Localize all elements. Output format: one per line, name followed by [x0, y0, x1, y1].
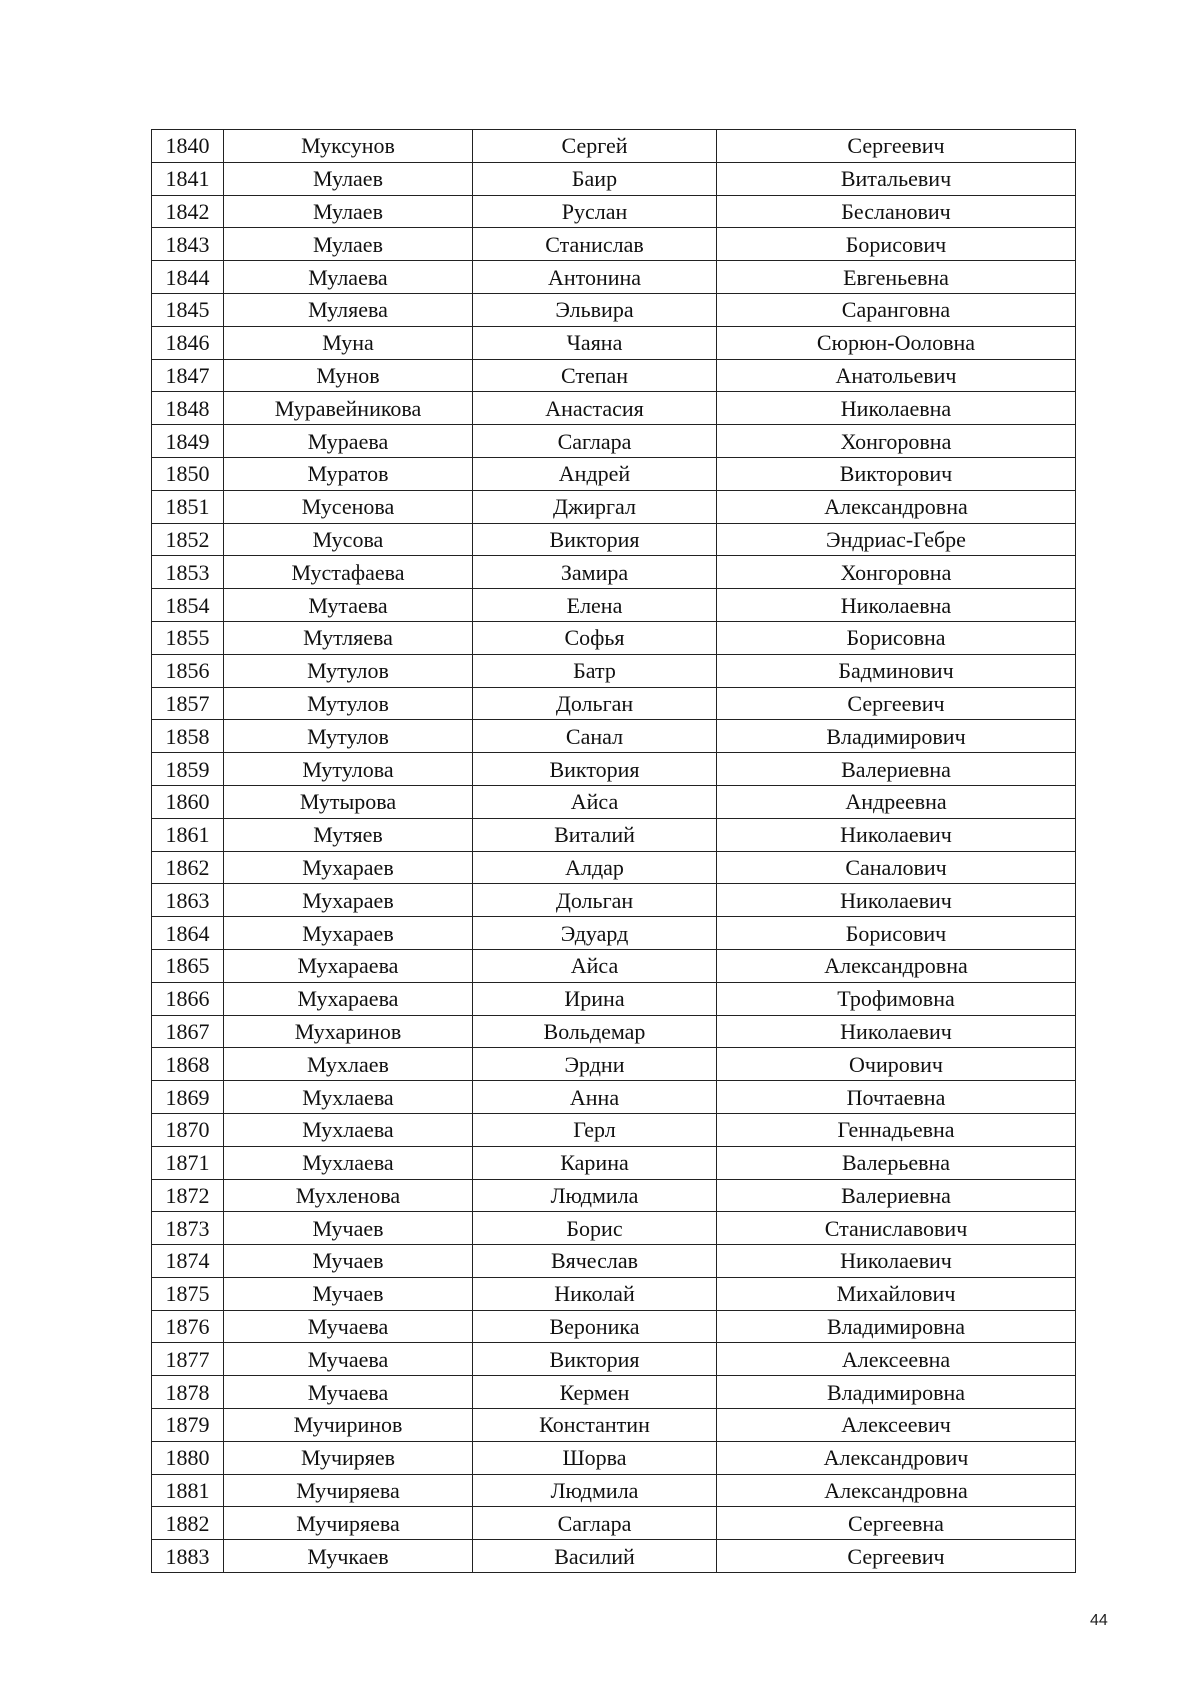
row-number-cell: 1864 — [152, 917, 224, 950]
last-name-cell: Мутулов — [224, 654, 473, 687]
patronymic-cell: Александровна — [717, 949, 1076, 982]
first-name-cell: Дольган — [473, 687, 717, 720]
patronymic-cell: Николаевна — [717, 589, 1076, 622]
first-name-cell: Вольдемар — [473, 1015, 717, 1048]
row-number-cell: 1843 — [152, 228, 224, 261]
first-name-cell: Карина — [473, 1146, 717, 1179]
last-name-cell: Мураева — [224, 425, 473, 458]
patronymic-cell: Сергеевна — [717, 1507, 1076, 1540]
last-name-cell: Мусова — [224, 523, 473, 556]
last-name-cell: Мухаринов — [224, 1015, 473, 1048]
first-name-cell: Константин — [473, 1409, 717, 1442]
row-number-cell: 1878 — [152, 1376, 224, 1409]
row-number-cell: 1854 — [152, 589, 224, 622]
first-name-cell: Сергей — [473, 130, 717, 163]
first-name-cell: Айса — [473, 785, 717, 818]
row-number-cell: 1862 — [152, 851, 224, 884]
table-row — [152, 1245, 1076, 1278]
first-name-cell: Джиргал — [473, 490, 717, 523]
patronymic-cell: Александрович — [717, 1441, 1076, 1474]
row-number-cell: 1865 — [152, 949, 224, 982]
first-name-cell: Санал — [473, 720, 717, 753]
patronymic-cell: Николаевич — [717, 1245, 1076, 1278]
row-number-cell: 1852 — [152, 523, 224, 556]
table-row — [152, 621, 1076, 654]
patronymic-cell: Сергеевич — [717, 1540, 1076, 1573]
row-number-cell: 1866 — [152, 982, 224, 1015]
patronymic-cell: Бесланович — [717, 195, 1076, 228]
row-number-cell: 1858 — [152, 720, 224, 753]
table-row — [152, 326, 1076, 359]
table-row — [152, 1474, 1076, 1507]
table-row — [152, 785, 1076, 818]
row-number-cell: 1853 — [152, 556, 224, 589]
row-number-cell: 1870 — [152, 1113, 224, 1146]
name-list-table-body — [152, 130, 1076, 1573]
patronymic-cell: Трофимовна — [717, 982, 1076, 1015]
patronymic-cell: Эндриас-Гебре — [717, 523, 1076, 556]
table-row — [152, 1540, 1076, 1573]
first-name-cell: Людмила — [473, 1474, 717, 1507]
row-number-cell: 1871 — [152, 1146, 224, 1179]
patronymic-cell: Андреевна — [717, 785, 1076, 818]
first-name-cell: Герл — [473, 1113, 717, 1146]
last-name-cell: Мучаева — [224, 1376, 473, 1409]
patronymic-cell: Саналович — [717, 851, 1076, 884]
table-row — [152, 556, 1076, 589]
name-list-table-container — [151, 129, 1071, 1573]
first-name-cell: Эрдни — [473, 1048, 717, 1081]
patronymic-cell: Евгеньевна — [717, 261, 1076, 294]
last-name-cell: Мухараев — [224, 917, 473, 950]
table-row — [152, 1212, 1076, 1245]
first-name-cell: Антонина — [473, 261, 717, 294]
patronymic-cell: Владимировна — [717, 1376, 1076, 1409]
table-row — [152, 1015, 1076, 1048]
row-number-cell: 1863 — [152, 884, 224, 917]
last-name-cell: Мулаев — [224, 195, 473, 228]
first-name-cell: Вероника — [473, 1310, 717, 1343]
patronymic-cell: Николаевич — [717, 818, 1076, 851]
row-number-cell: 1848 — [152, 392, 224, 425]
row-number-cell: 1861 — [152, 818, 224, 851]
table-row — [152, 1146, 1076, 1179]
first-name-cell: Руслан — [473, 195, 717, 228]
last-name-cell: Мутаева — [224, 589, 473, 622]
first-name-cell: Виктория — [473, 523, 717, 556]
row-number-cell: 1855 — [152, 621, 224, 654]
first-name-cell: Саглара — [473, 425, 717, 458]
row-number-cell: 1881 — [152, 1474, 224, 1507]
patronymic-cell: Станиславович — [717, 1212, 1076, 1245]
first-name-cell: Вячеслав — [473, 1245, 717, 1278]
patronymic-cell: Почтаевна — [717, 1081, 1076, 1114]
row-number-cell: 1847 — [152, 359, 224, 392]
patronymic-cell: Николаевна — [717, 392, 1076, 425]
table-row — [152, 1277, 1076, 1310]
last-name-cell: Мухлаева — [224, 1146, 473, 1179]
first-name-cell: Анастасия — [473, 392, 717, 425]
first-name-cell: Людмила — [473, 1179, 717, 1212]
last-name-cell: Мусенова — [224, 490, 473, 523]
first-name-cell: Борис — [473, 1212, 717, 1245]
row-number-cell: 1879 — [152, 1409, 224, 1442]
table-row — [152, 293, 1076, 326]
first-name-cell: Софья — [473, 621, 717, 654]
first-name-cell: Андрей — [473, 457, 717, 490]
patronymic-cell: Владимирович — [717, 720, 1076, 753]
table-row — [152, 523, 1076, 556]
first-name-cell: Виталий — [473, 818, 717, 851]
row-number-cell: 1874 — [152, 1245, 224, 1278]
first-name-cell: Саглара — [473, 1507, 717, 1540]
first-name-cell: Виктория — [473, 753, 717, 786]
table-row — [152, 949, 1076, 982]
row-number-cell: 1857 — [152, 687, 224, 720]
patronymic-cell: Валериевна — [717, 753, 1076, 786]
row-number-cell: 1850 — [152, 457, 224, 490]
table-row — [152, 753, 1076, 786]
first-name-cell: Чаяна — [473, 326, 717, 359]
patronymic-cell: Борисович — [717, 228, 1076, 261]
row-number-cell: 1867 — [152, 1015, 224, 1048]
last-name-cell: Мучиряева — [224, 1474, 473, 1507]
table-row — [152, 982, 1076, 1015]
last-name-cell: Мучиринов — [224, 1409, 473, 1442]
last-name-cell: Мухараев — [224, 884, 473, 917]
table-row — [152, 687, 1076, 720]
table-row — [152, 1343, 1076, 1376]
first-name-cell: Виктория — [473, 1343, 717, 1376]
patronymic-cell: Хонгоровна — [717, 556, 1076, 589]
patronymic-cell: Владимировна — [717, 1310, 1076, 1343]
table-row — [152, 818, 1076, 851]
patronymic-cell: Сергеевич — [717, 130, 1076, 163]
table-row — [152, 654, 1076, 687]
last-name-cell: Мухленова — [224, 1179, 473, 1212]
first-name-cell: Кермен — [473, 1376, 717, 1409]
last-name-cell: Муксунов — [224, 130, 473, 163]
table-row — [152, 425, 1076, 458]
row-number-cell: 1873 — [152, 1212, 224, 1245]
first-name-cell: Ирина — [473, 982, 717, 1015]
table-row — [152, 261, 1076, 294]
patronymic-cell: Александровна — [717, 490, 1076, 523]
first-name-cell: Дольган — [473, 884, 717, 917]
last-name-cell: Мучаева — [224, 1310, 473, 1343]
row-number-cell: 1883 — [152, 1540, 224, 1573]
row-number-cell: 1882 — [152, 1507, 224, 1540]
patronymic-cell: Михайлович — [717, 1277, 1076, 1310]
patronymic-cell: Николаевич — [717, 1015, 1076, 1048]
first-name-cell: Василий — [473, 1540, 717, 1573]
first-name-cell: Эльвира — [473, 293, 717, 326]
table-row — [152, 1376, 1076, 1409]
last-name-cell: Мустафаева — [224, 556, 473, 589]
table-row — [152, 392, 1076, 425]
last-name-cell: Мухараев — [224, 851, 473, 884]
row-number-cell: 1842 — [152, 195, 224, 228]
last-name-cell: Мутулов — [224, 720, 473, 753]
row-number-cell: 1849 — [152, 425, 224, 458]
table-row — [152, 490, 1076, 523]
patronymic-cell: Витальевич — [717, 162, 1076, 195]
first-name-cell: Батр — [473, 654, 717, 687]
table-row — [152, 851, 1076, 884]
row-number-cell: 1840 — [152, 130, 224, 163]
patronymic-cell: Борисовна — [717, 621, 1076, 654]
row-number-cell: 1868 — [152, 1048, 224, 1081]
patronymic-cell: Николаевич — [717, 884, 1076, 917]
table-row — [152, 195, 1076, 228]
row-number-cell: 1877 — [152, 1343, 224, 1376]
row-number-cell: 1876 — [152, 1310, 224, 1343]
last-name-cell: Мутулов — [224, 687, 473, 720]
table-row — [152, 457, 1076, 490]
table-row — [152, 1048, 1076, 1081]
first-name-cell: Николай — [473, 1277, 717, 1310]
row-number-cell: 1841 — [152, 162, 224, 195]
table-row — [152, 228, 1076, 261]
patronymic-cell: Викторович — [717, 457, 1076, 490]
patronymic-cell: Валерьевна — [717, 1146, 1076, 1179]
page-number: 44 — [1090, 1612, 1108, 1629]
first-name-cell: Анна — [473, 1081, 717, 1114]
last-name-cell: Мучаев — [224, 1212, 473, 1245]
patronymic-cell: Саранговна — [717, 293, 1076, 326]
last-name-cell: Мучаева — [224, 1343, 473, 1376]
row-number-cell: 1859 — [152, 753, 224, 786]
patronymic-cell: Бадминович — [717, 654, 1076, 687]
table-row — [152, 1179, 1076, 1212]
patronymic-cell: Анатольевич — [717, 359, 1076, 392]
first-name-cell: Елена — [473, 589, 717, 622]
first-name-cell: Станислав — [473, 228, 717, 261]
last-name-cell: Мухараева — [224, 949, 473, 982]
patronymic-cell: Сюрюн-Ооловна — [717, 326, 1076, 359]
last-name-cell: Мулаева — [224, 261, 473, 294]
table-row — [152, 1441, 1076, 1474]
table-row — [152, 1409, 1076, 1442]
first-name-cell: Алдар — [473, 851, 717, 884]
last-name-cell: Муна — [224, 326, 473, 359]
last-name-cell: Мучиряев — [224, 1441, 473, 1474]
last-name-cell: Мухараева — [224, 982, 473, 1015]
last-name-cell: Мучиряева — [224, 1507, 473, 1540]
patronymic-cell: Валериевна — [717, 1179, 1076, 1212]
row-number-cell: 1872 — [152, 1179, 224, 1212]
last-name-cell: Мулаев — [224, 228, 473, 261]
row-number-cell: 1844 — [152, 261, 224, 294]
patronymic-cell: Александровна — [717, 1474, 1076, 1507]
last-name-cell: Мутырова — [224, 785, 473, 818]
patronymic-cell: Геннадьевна — [717, 1113, 1076, 1146]
row-number-cell: 1846 — [152, 326, 224, 359]
last-name-cell: Мутяев — [224, 818, 473, 851]
patronymic-cell: Алексеевич — [717, 1409, 1076, 1442]
table-row — [152, 130, 1076, 163]
first-name-cell: Баир — [473, 162, 717, 195]
table-row — [152, 917, 1076, 950]
patronymic-cell: Очирович — [717, 1048, 1076, 1081]
last-name-cell: Мунов — [224, 359, 473, 392]
row-number-cell: 1856 — [152, 654, 224, 687]
table-row — [152, 1081, 1076, 1114]
patronymic-cell: Алексеевна — [717, 1343, 1076, 1376]
first-name-cell: Айса — [473, 949, 717, 982]
patronymic-cell: Сергеевич — [717, 687, 1076, 720]
table-row — [152, 162, 1076, 195]
last-name-cell: Мучаев — [224, 1245, 473, 1278]
first-name-cell: Шорва — [473, 1441, 717, 1474]
row-number-cell: 1880 — [152, 1441, 224, 1474]
last-name-cell: Муравейникова — [224, 392, 473, 425]
table-row — [152, 884, 1076, 917]
last-name-cell: Мутулова — [224, 753, 473, 786]
row-number-cell: 1869 — [152, 1081, 224, 1114]
table-row — [152, 720, 1076, 753]
last-name-cell: Мухлаева — [224, 1113, 473, 1146]
last-name-cell: Муляева — [224, 293, 473, 326]
row-number-cell: 1851 — [152, 490, 224, 523]
table-row — [152, 589, 1076, 622]
patronymic-cell: Хонгоровна — [717, 425, 1076, 458]
table-row — [152, 1507, 1076, 1540]
last-name-cell: Мулаев — [224, 162, 473, 195]
last-name-cell: Мучаев — [224, 1277, 473, 1310]
row-number-cell: 1875 — [152, 1277, 224, 1310]
name-list-table — [151, 129, 1076, 1573]
last-name-cell: Мухлаев — [224, 1048, 473, 1081]
first-name-cell: Степан — [473, 359, 717, 392]
first-name-cell: Эдуард — [473, 917, 717, 950]
table-row — [152, 1310, 1076, 1343]
last-name-cell: Мутляева — [224, 621, 473, 654]
table-row — [152, 1113, 1076, 1146]
last-name-cell: Мучкаев — [224, 1540, 473, 1573]
last-name-cell: Муратов — [224, 457, 473, 490]
patronymic-cell: Борисович — [717, 917, 1076, 950]
last-name-cell: Мухлаева — [224, 1081, 473, 1114]
row-number-cell: 1860 — [152, 785, 224, 818]
row-number-cell: 1845 — [152, 293, 224, 326]
table-row — [152, 359, 1076, 392]
first-name-cell: Замира — [473, 556, 717, 589]
